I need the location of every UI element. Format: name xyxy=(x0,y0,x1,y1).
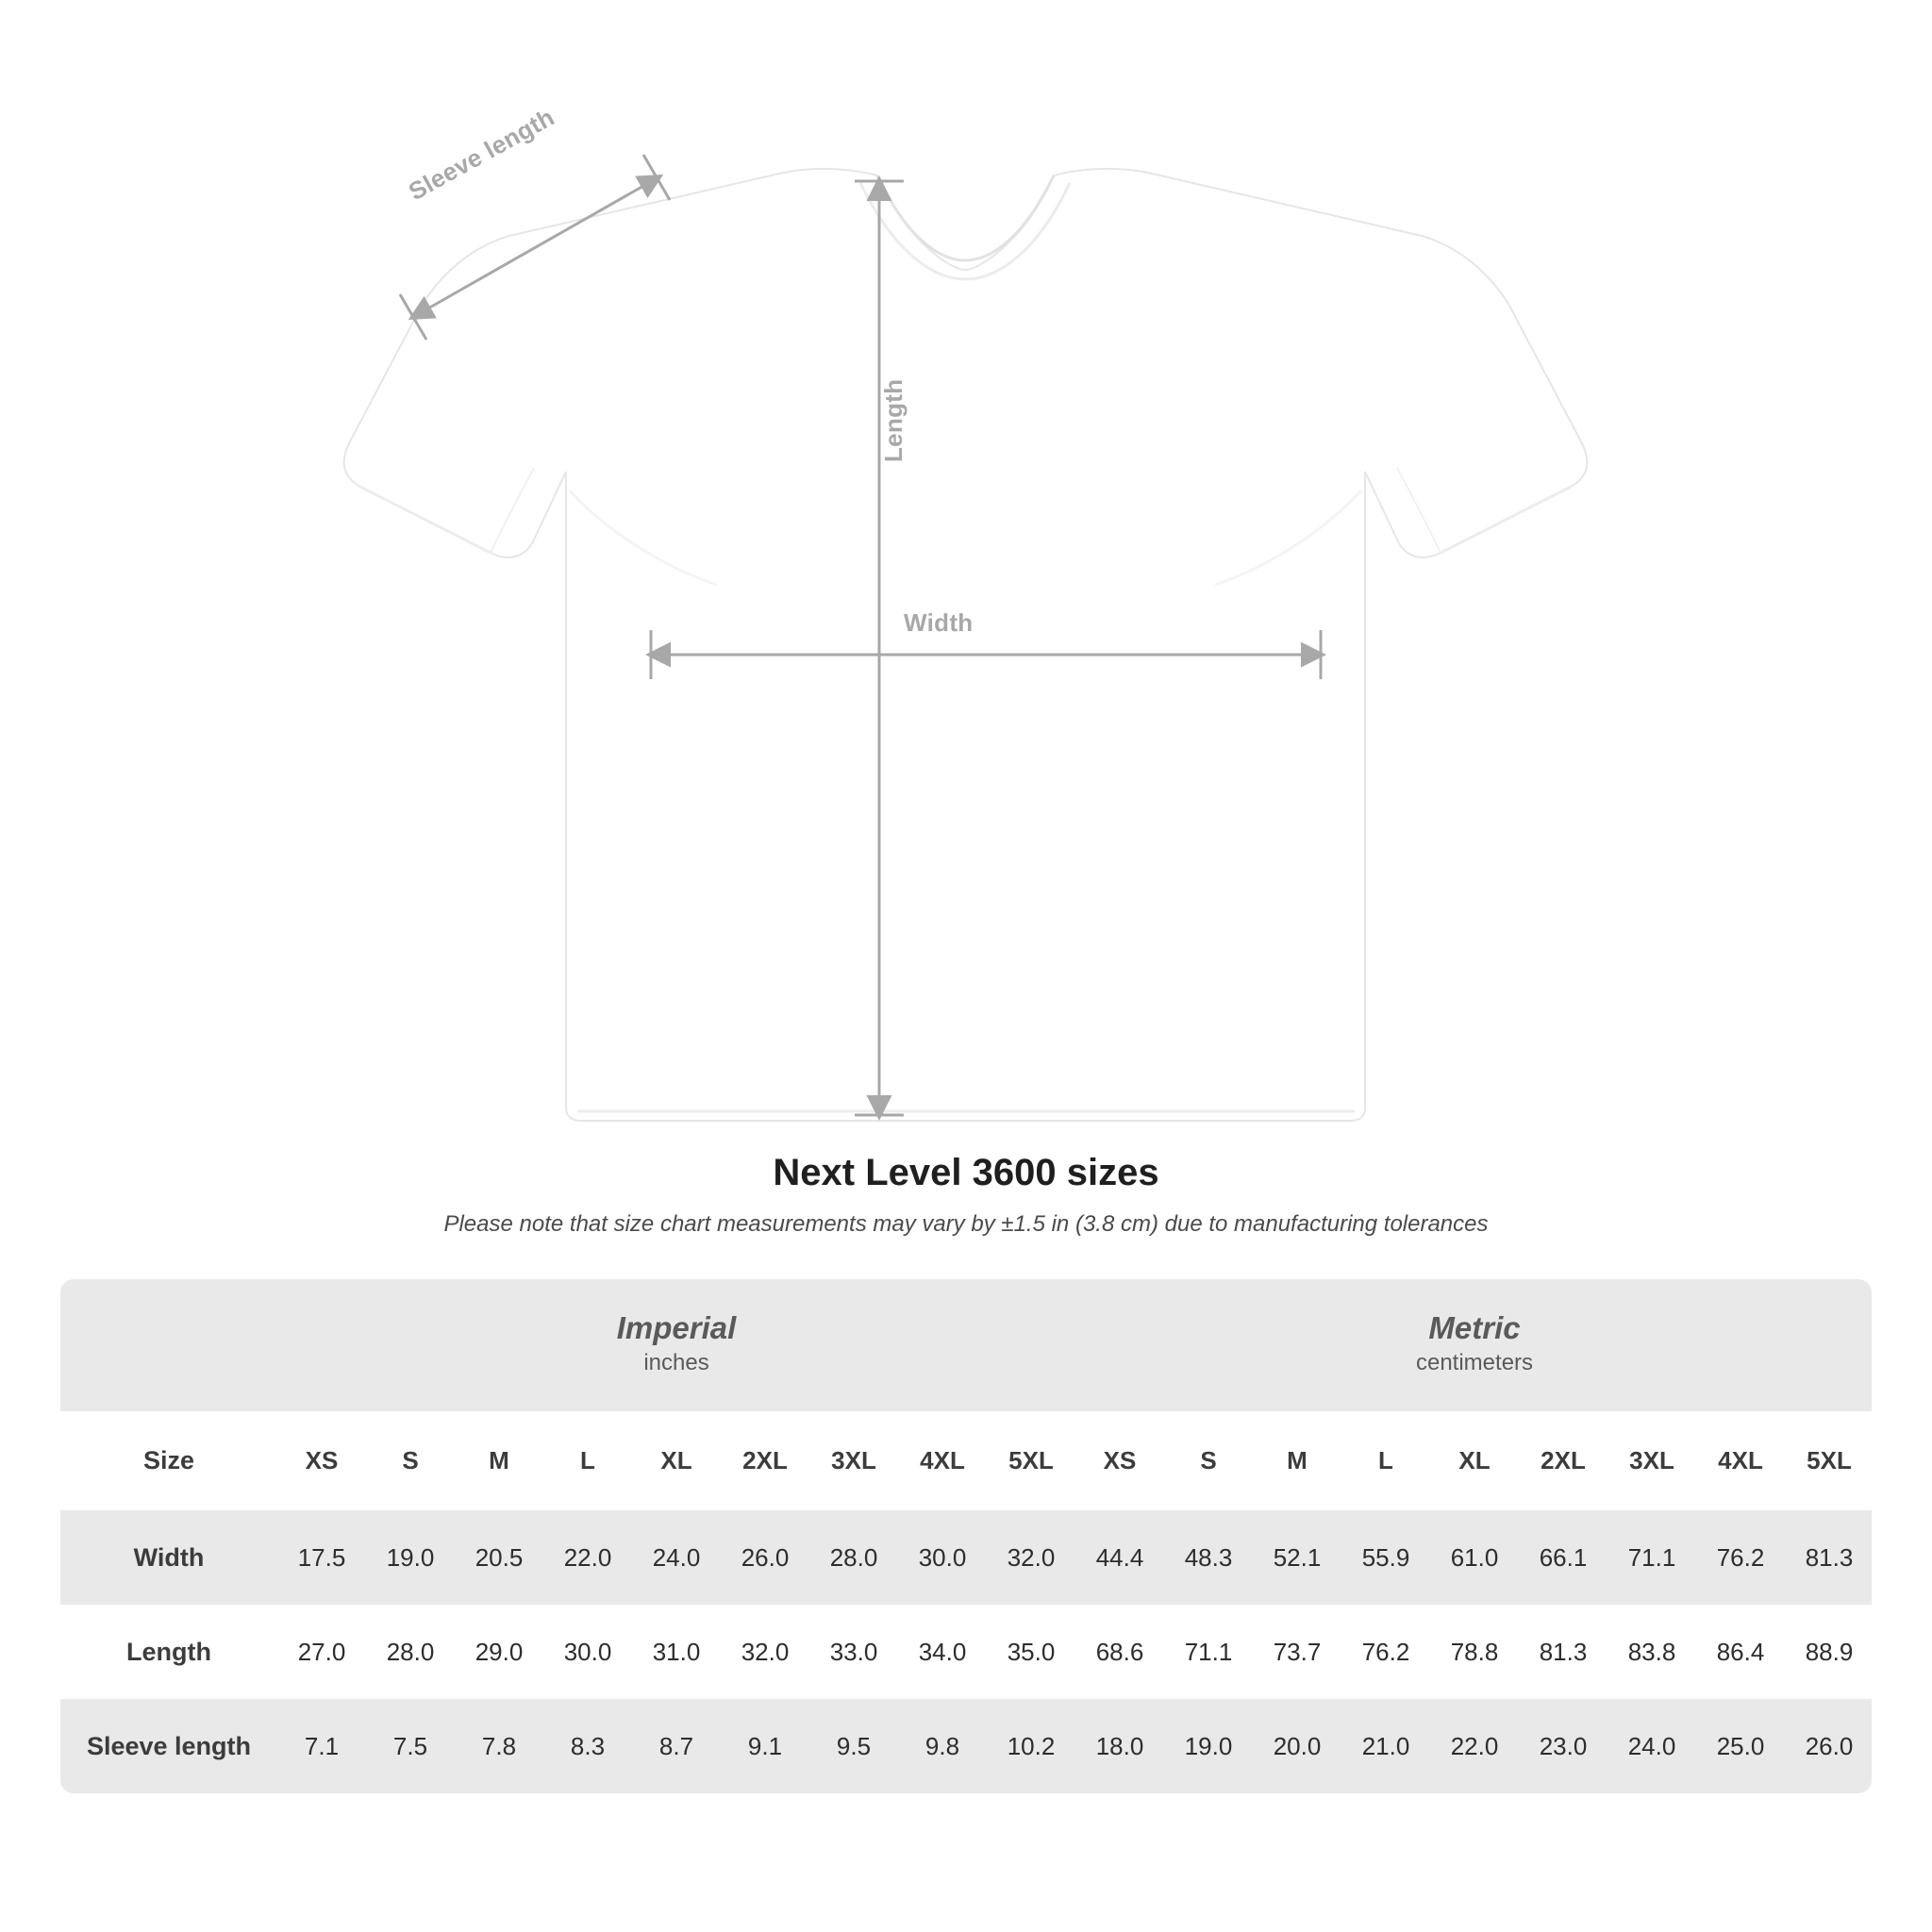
cell-sleeve-imperial-xs: 7.1 xyxy=(277,1699,366,1793)
cell-length-metric-xl: 78.8 xyxy=(1430,1605,1519,1699)
col-header-metric-4xl: 4XL xyxy=(1696,1411,1785,1510)
imperial-title: Imperial xyxy=(616,1310,737,1346)
col-header-imperial-5xl: 5XL xyxy=(987,1411,1075,1510)
size-table xyxy=(60,1279,1872,1793)
cell-sleeve-metric-4xl: 25.0 xyxy=(1696,1699,1785,1793)
cell-length-metric-2xl: 81.3 xyxy=(1519,1605,1607,1699)
table-row xyxy=(60,1605,1872,1699)
cell-width-metric-s: 48.3 xyxy=(1164,1510,1253,1605)
col-header-imperial-s: S xyxy=(366,1411,455,1510)
col-header-metric-5xl: 5XL xyxy=(1785,1411,1872,1510)
size-table-wrapper xyxy=(60,1279,1872,1793)
cell-length-imperial-l: 30.0 xyxy=(543,1605,632,1699)
col-header-imperial-4xl: 4XL xyxy=(898,1411,987,1510)
cell-length-metric-3xl: 83.8 xyxy=(1607,1605,1696,1699)
table-row xyxy=(60,1699,1872,1793)
cell-width-metric-2xl: 66.1 xyxy=(1519,1510,1607,1605)
cell-length-imperial-xl: 31.0 xyxy=(632,1605,721,1699)
col-header-metric-s: S xyxy=(1164,1411,1253,1510)
cell-sleeve-imperial-xl: 8.7 xyxy=(632,1699,721,1793)
cell-sleeve-imperial-2xl: 9.1 xyxy=(721,1699,809,1793)
cell-sleeve-imperial-m: 7.8 xyxy=(455,1699,543,1793)
cell-sleeve-metric-5xl: 26.0 xyxy=(1785,1699,1872,1793)
cell-sleeve-imperial-5xl: 10.2 xyxy=(987,1699,1075,1793)
cell-length-imperial-5xl: 35.0 xyxy=(987,1605,1075,1699)
cell-length-metric-5xl: 88.9 xyxy=(1785,1605,1872,1699)
cell-length-imperial-2xl: 32.0 xyxy=(721,1605,809,1699)
cell-sleeve-imperial-4xl: 9.8 xyxy=(898,1699,987,1793)
metric-subtitle: centimeters xyxy=(1415,1349,1534,1375)
cell-length-metric-m: 73.7 xyxy=(1253,1605,1341,1699)
cell-sleeve-metric-s: 19.0 xyxy=(1164,1699,1253,1793)
col-header-imperial-xl: XL xyxy=(632,1411,721,1510)
width-label: Width xyxy=(904,608,974,637)
cell-sleeve-metric-3xl: 24.0 xyxy=(1607,1699,1696,1793)
cell-width-imperial-m: 20.5 xyxy=(455,1510,543,1605)
cell-length-metric-4xl: 86.4 xyxy=(1696,1605,1785,1699)
cell-width-metric-xs: 44.4 xyxy=(1075,1510,1164,1605)
cell-width-imperial-5xl: 32.0 xyxy=(987,1510,1075,1605)
col-header-metric-xl: XL xyxy=(1430,1411,1519,1510)
cell-sleeve-metric-l: 21.0 xyxy=(1341,1699,1430,1793)
cell-sleeve-metric-xl: 22.0 xyxy=(1430,1699,1519,1793)
cell-width-imperial-l: 22.0 xyxy=(543,1510,632,1605)
cell-sleeve-metric-xs: 18.0 xyxy=(1075,1699,1164,1793)
length-label: Length xyxy=(879,378,908,462)
sleeve-length-label: Sleeve length xyxy=(404,102,559,207)
col-header-metric-2xl: 2XL xyxy=(1519,1411,1607,1510)
cell-length-metric-l: 76.2 xyxy=(1341,1605,1430,1699)
cell-width-metric-l: 55.9 xyxy=(1341,1510,1430,1605)
cell-length-imperial-s: 28.0 xyxy=(366,1605,455,1699)
cell-sleeve-imperial-s: 7.5 xyxy=(366,1699,455,1793)
unit-header-spacer xyxy=(60,1279,277,1411)
unit-header-imperial xyxy=(277,1279,1075,1411)
cell-length-metric-xs: 68.6 xyxy=(1075,1605,1164,1699)
cell-length-imperial-4xl: 34.0 xyxy=(898,1605,987,1699)
cell-length-metric-s: 71.1 xyxy=(1164,1605,1253,1699)
cell-width-metric-5xl: 81.3 xyxy=(1785,1510,1872,1605)
cell-width-metric-4xl: 76.2 xyxy=(1696,1510,1785,1605)
cell-sleeve-imperial-3xl: 9.5 xyxy=(809,1699,898,1793)
tolerance-note: Please note that size chart measurements may vary by ±1.5 in (3.8 cm) due to manufacturing tolerances xyxy=(443,1211,1489,1237)
unit-header-row xyxy=(60,1279,1872,1411)
cell-sleeve-metric-m: 20.0 xyxy=(1253,1699,1341,1793)
cell-width-imperial-2xl: 26.0 xyxy=(721,1510,809,1605)
row-label-width: Width xyxy=(60,1510,277,1605)
cell-length-imperial-m: 29.0 xyxy=(455,1605,543,1699)
table-row xyxy=(60,1510,1872,1605)
col-header-imperial-l: L xyxy=(543,1411,632,1510)
col-header-metric-l: L xyxy=(1341,1411,1430,1510)
col-header-imperial-3xl: 3XL xyxy=(809,1411,898,1510)
col-header-imperial-2xl: 2XL xyxy=(721,1411,809,1510)
cell-width-imperial-3xl: 28.0 xyxy=(809,1510,898,1605)
row-label-sleeve-length: Sleeve length xyxy=(60,1699,277,1793)
cell-width-metric-m: 52.1 xyxy=(1253,1510,1341,1605)
title-block xyxy=(0,1152,1932,1238)
imperial-subtitle: inches xyxy=(643,1349,709,1375)
size-header-row xyxy=(60,1411,1872,1510)
cell-width-metric-xl: 61.0 xyxy=(1430,1510,1519,1605)
col-header-imperial-m: M xyxy=(455,1411,543,1510)
metric-title: Metric xyxy=(1428,1310,1521,1346)
cell-width-imperial-s: 19.0 xyxy=(366,1510,455,1605)
row-label-length: Length xyxy=(60,1605,277,1699)
cell-length-imperial-xs: 27.0 xyxy=(277,1605,366,1699)
size-header-label: Size xyxy=(60,1411,277,1510)
col-header-metric-3xl: 3XL xyxy=(1607,1411,1696,1510)
col-header-metric-m: M xyxy=(1253,1411,1341,1510)
page-title: Next Level 3600 sizes xyxy=(773,1152,1159,1193)
cell-sleeve-metric-2xl: 23.0 xyxy=(1519,1699,1607,1793)
cell-width-imperial-4xl: 30.0 xyxy=(898,1510,987,1605)
cell-length-imperial-3xl: 33.0 xyxy=(809,1605,898,1699)
col-header-metric-xs: XS xyxy=(1075,1411,1164,1510)
cell-width-imperial-xs: 17.5 xyxy=(277,1510,366,1605)
cell-sleeve-imperial-l: 8.3 xyxy=(543,1699,632,1793)
cell-width-imperial-xl: 24.0 xyxy=(632,1510,721,1605)
cell-width-metric-3xl: 71.1 xyxy=(1607,1510,1696,1605)
tshirt-shape xyxy=(344,169,1588,1121)
col-header-imperial-xs: XS xyxy=(277,1411,366,1510)
unit-header-metric xyxy=(1075,1279,1872,1411)
